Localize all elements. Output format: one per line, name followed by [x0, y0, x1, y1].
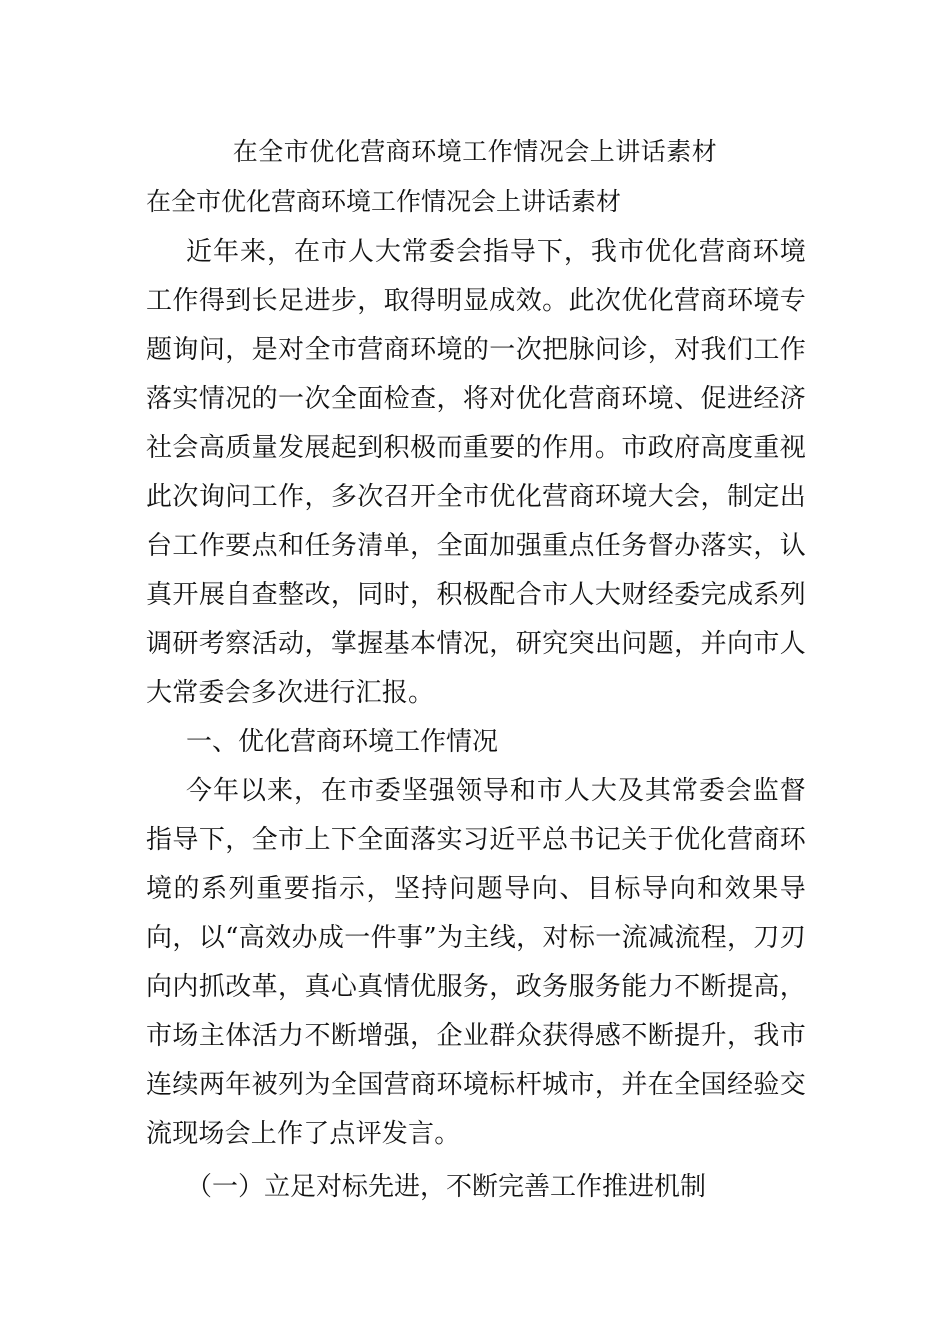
- subsection-heading-1: （一）立足对标先进，不断完善工作推进机制: [186, 1172, 707, 1202]
- paragraph-work-status: 今年以来，在市委坚强领导和市人大及其常委会监督指导下，全市上下全面落实习近平总书记关于优化营商环境的系列重要指示，坚持问题导向、目标导向和效果导向，以“高效办成一件事”为主线，对标一流减流程，刀刃向内抓改革，真心真情优服务，政务服务能力不断提高，市场主体活力不断增强，企业群众获得感不断提升，我市连续两年被列为全国营商环境标杆城市，并在全国经验交流现场会上作了点评发言。: [146, 776, 806, 1149]
- document-title: 在全市优化营商环境工作情况会上讲话素材: [232, 137, 718, 166]
- section-heading-1: 一、优化营商环境工作情况: [186, 727, 499, 757]
- paragraph-intro: 近年来，在市人大常委会指导下，我市优化营商环境工作得到长足进步，取得明显成效。此次优化营商环境专题询问，是对全市营商环境的一次把脉问诊，对我们工作落实情况的一次全面检查，将对优化营商环境、促进经济社会高质量发展起到积极而重要的作用。市政府高度重视此次询问工作，多次召开全市优化营商环境大会，制定出台工作要点和任务清单，全面加强重点任务督办落实，认真开展自查整改，同时，积极配合市人大财经委完成系列调研考察活动，掌握基本情况，研究突出问题，并向市人大常委会多次进行汇报。: [146, 237, 806, 708]
- document-body: [146, 228, 806, 1212]
- document-subtitle: 在全市优化营商环境工作情况会上讲话素材: [146, 187, 622, 216]
